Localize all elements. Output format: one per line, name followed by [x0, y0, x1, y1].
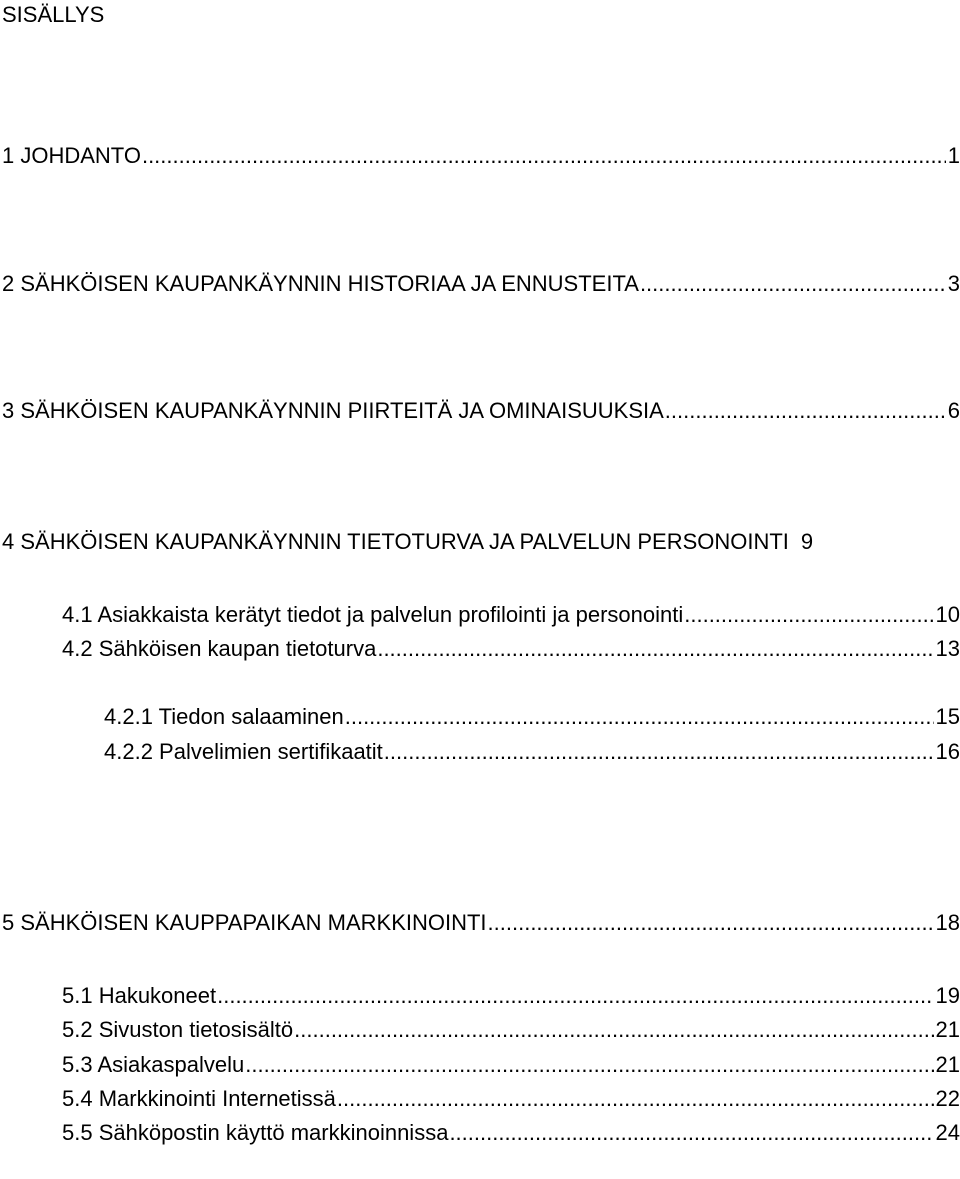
- toc-dot-leader: [448, 1118, 933, 1148]
- toc-entry-text: 1 JOHDANTO: [2, 143, 141, 168]
- toc-dot-leader: [639, 269, 946, 299]
- toc-entry-text: 5 SÄHKÖISEN KAUPPAPAIKAN MARKKINOINTI: [2, 910, 487, 935]
- toc-dot-leader: [344, 702, 934, 732]
- toc-entry-text: 5.3 Asiakaspalvelu: [62, 1052, 245, 1077]
- toc-page-number: 16: [935, 739, 960, 764]
- toc-entry-4-2[interactable]: [62, 634, 960, 664]
- toc-page-number: 21: [935, 1052, 960, 1077]
- toc-entry-1[interactable]: [2, 141, 960, 171]
- toc-dot-leader: [216, 981, 933, 1011]
- toc-page-number: 19: [935, 983, 960, 1008]
- toc-page-number: 10: [935, 602, 960, 627]
- toc-entry-text: 4.2.2 Palvelimien sertifikaatit: [104, 739, 383, 764]
- toc-dot-leader: [383, 737, 934, 767]
- toc-dot-leader: [336, 1084, 934, 1114]
- toc-title: SISÄLLYS: [2, 2, 105, 27]
- toc-page-number: 21: [935, 1017, 960, 1042]
- toc-entry-text: 2 SÄHKÖISEN KAUPANKÄYNNIN HISTORIAA JA ENNUSTEITA: [2, 271, 639, 296]
- toc-entry-4-2-2[interactable]: [104, 737, 960, 767]
- toc-entry-5-1[interactable]: [62, 981, 960, 1011]
- toc-entry-text: 4.2 Sähköisen kaupan tietoturva: [62, 636, 377, 661]
- toc-entry-text: 4 SÄHKÖISEN KAUPANKÄYNNIN TIETOTURVA JA PALVELUN PERSONOINTI: [2, 529, 789, 554]
- toc-entry-5[interactable]: [2, 908, 960, 938]
- toc-entry-text: 4.1 Asiakkaista kerätyt tiedot ja palvelun profilointi ja personointi: [62, 602, 684, 627]
- toc-entry-text: 5.5 Sähköpostin käyttö markkinoinnissa: [62, 1120, 449, 1145]
- toc-entry-3[interactable]: [2, 396, 960, 426]
- toc-page-number: 3: [947, 271, 960, 296]
- toc-page-number: 13: [935, 636, 960, 661]
- toc-dot-leader: [244, 1050, 933, 1080]
- toc-page-number: 18: [935, 910, 960, 935]
- toc-entry-5-4[interactable]: [62, 1084, 960, 1114]
- toc-entry-4[interactable]: [2, 527, 960, 557]
- toc-entry-5-3[interactable]: [62, 1050, 960, 1080]
- toc-dot-leader: [664, 396, 946, 426]
- toc-dot-leader: [293, 1015, 933, 1045]
- toc-entry-5-2[interactable]: [62, 1015, 960, 1045]
- toc-page-number: 1: [947, 143, 960, 168]
- toc-page-number: 9: [800, 529, 814, 554]
- toc-dot-leader: [141, 141, 946, 171]
- toc-entry-4-2-1[interactable]: [104, 702, 960, 732]
- toc-dot-leader: [487, 908, 934, 938]
- toc-page-number: 24: [935, 1120, 960, 1145]
- toc-entry-text: 3 SÄHKÖISEN KAUPANKÄYNNIN PIIRTEITÄ JA OMINAISUUKSIA: [2, 398, 664, 423]
- toc-entry-text: 5.2 Sivuston tietosisältö: [62, 1017, 294, 1042]
- toc-entry-text: 5.1 Hakukoneet: [62, 983, 217, 1008]
- toc-page-number: 15: [935, 704, 960, 729]
- toc-entry-2[interactable]: [2, 269, 960, 299]
- toc-entry-4-1[interactable]: [62, 600, 960, 630]
- toc-entry-text: 4.2.1 Tiedon salaaminen: [104, 704, 344, 729]
- toc-dot-leader: [683, 600, 933, 630]
- toc-page-number: 6: [947, 398, 960, 423]
- toc-page-number: 22: [935, 1086, 960, 1111]
- toc-entry-5-5[interactable]: [62, 1118, 960, 1148]
- toc-dot-leader: [376, 634, 933, 664]
- toc-entry-text: 5.4 Markkinointi Internetissä: [62, 1086, 336, 1111]
